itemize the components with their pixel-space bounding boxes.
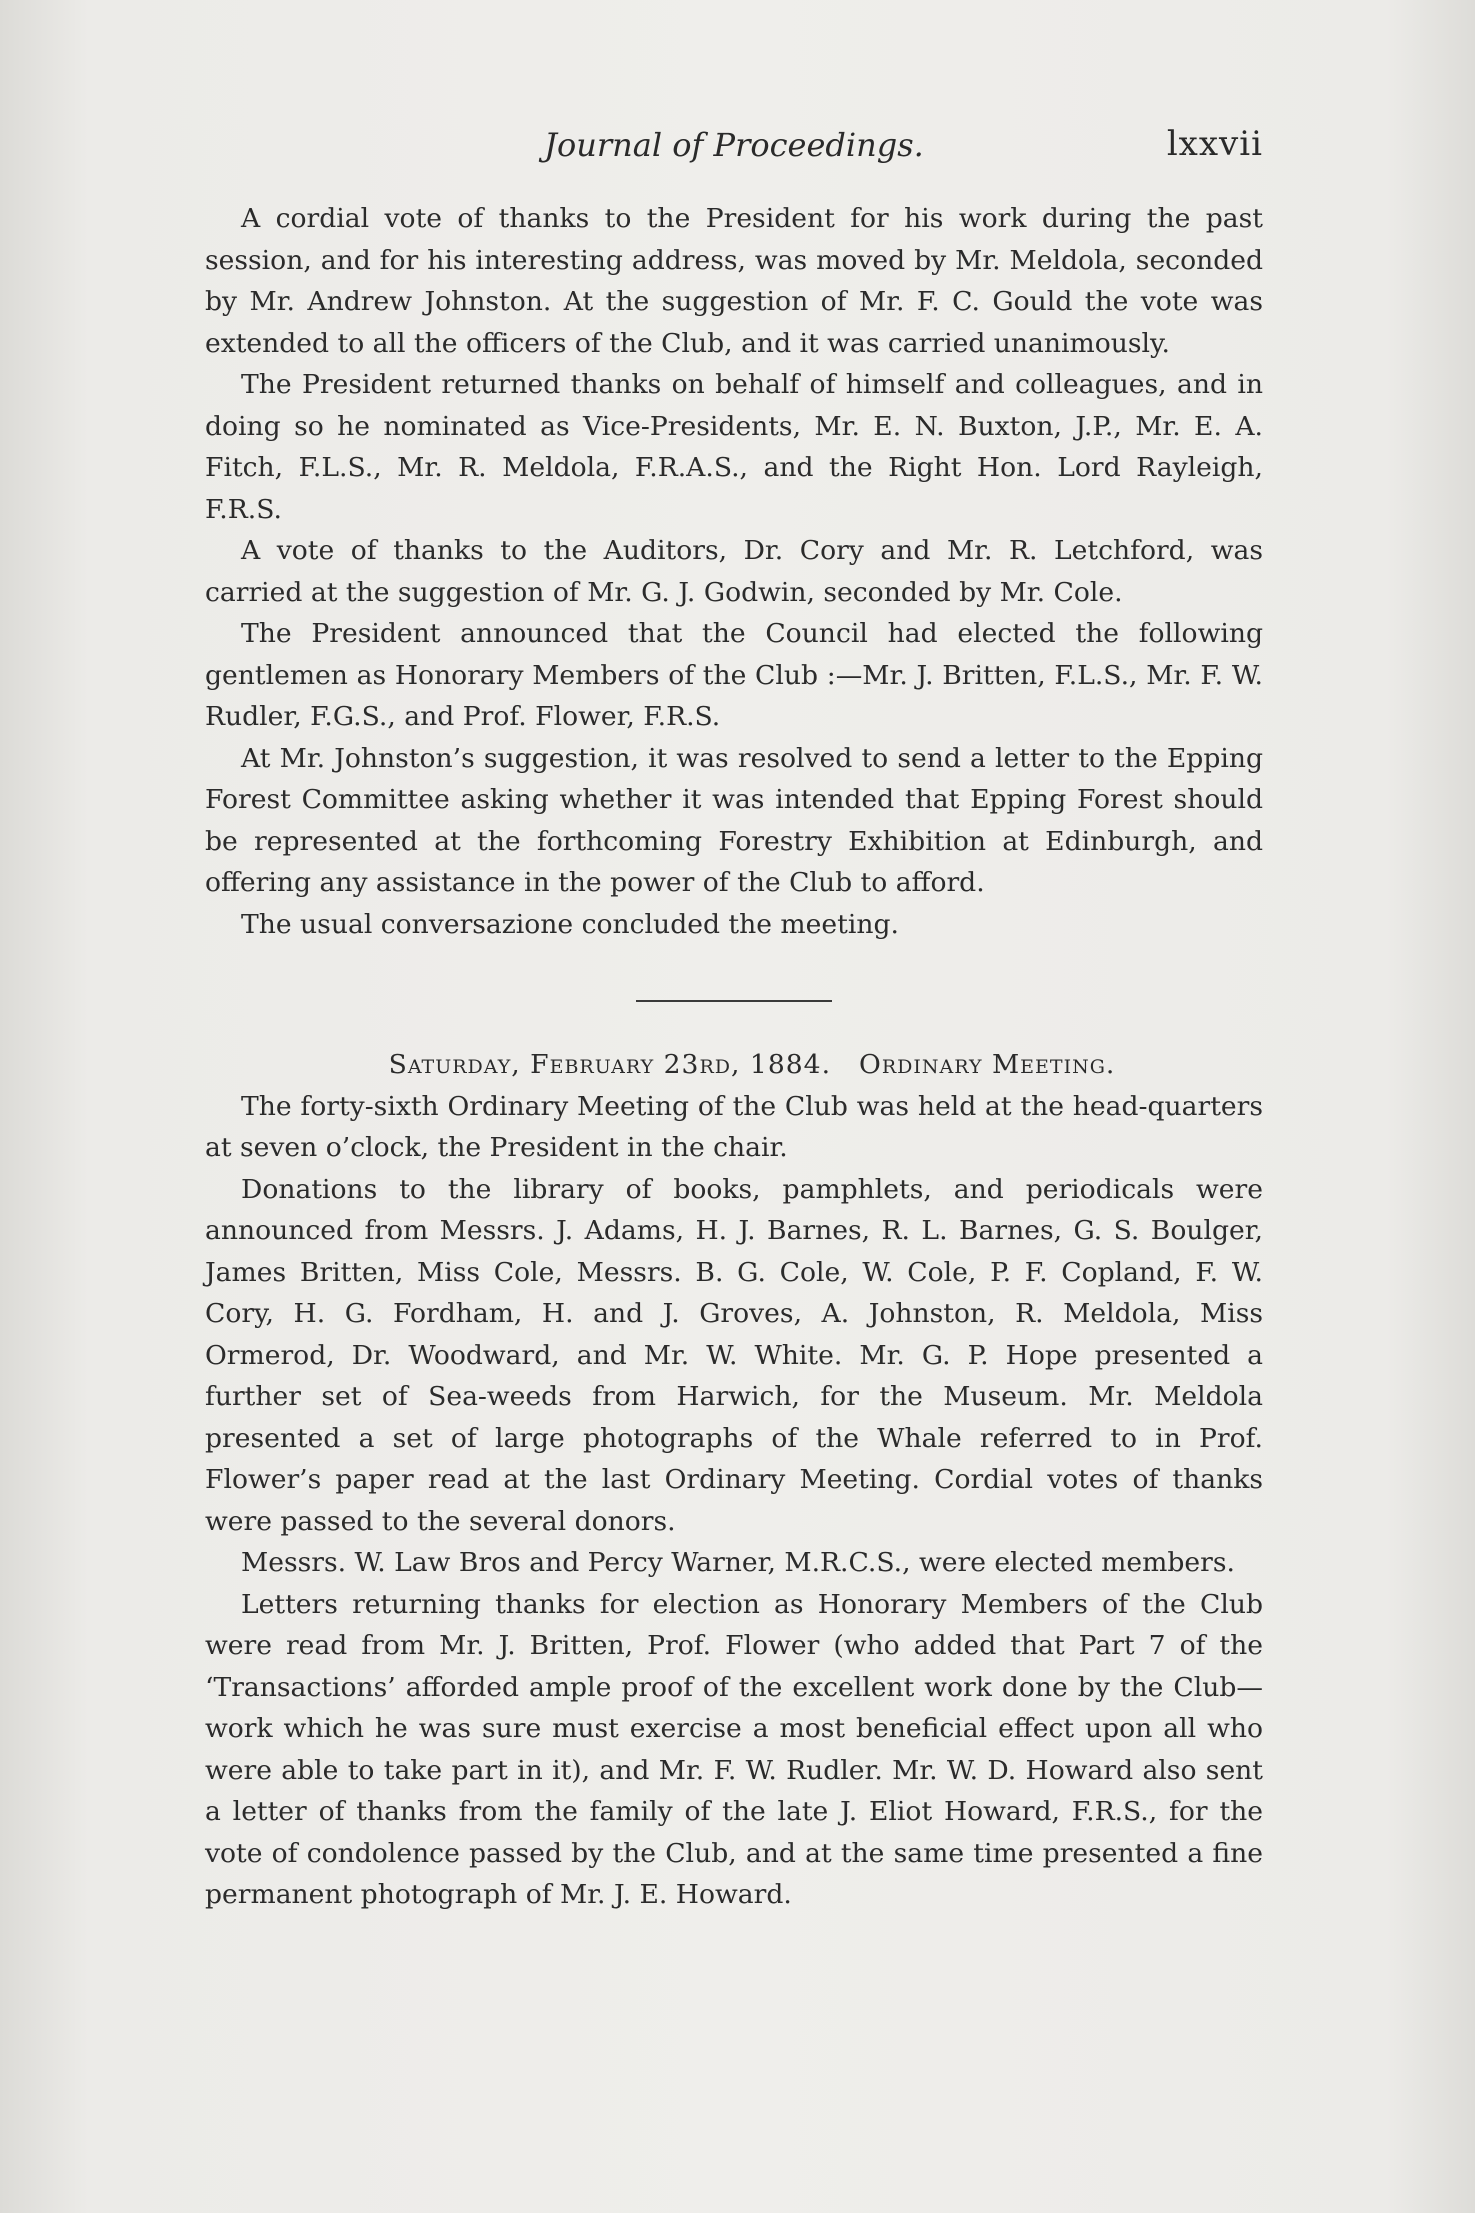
paragraph: A cordial vote of thanks to the President for his work during the past session, and for his interesting address, was moved by Mr. Meldola, seconded by Mr. Andrew Johnston. At the suggestion of Mr. F. C. Gould the vote was extended to all the officers of the Club, and it was carried unanimously.	[205, 203, 1263, 359]
paragraph: Letters returning thanks for election as Honorary Members of the Club were read from Mr. J. Britten, Prof. Flower (who added that Part 7 of the ‘Transactions’ afforded ample proof of the excellent work done by the Club—work which he was sure must exercise a most beneficial effect upon all who were able to take part in it), and Mr. F. W. Rudler. Mr. W. D. Howard also sent a letter of thanks from the family of the late J. Eliot Howard, F.R.S., for the vote of condolence passed by the Club, and at the same time presented a fine permanent photograph of Mr. J. E. Howard.	[205, 1588, 1263, 1910]
page-header	[205, 120, 1263, 170]
paragraph: Donations to the library of books, pamphlets, and periodicals were announced from Messrs. J. Adams, H. J. Barnes, R. L. Barnes, G. S. Boulger, James Britten, Miss Cole, Messrs. B. G. Cole, W. Cole, P. F. Copland, F. W. Cory, H. G. Fordham, H. and J. Groves, A. Johnston, R. Meldola, Miss Ormerod, Dr. Woodward, and Mr. W. White. Mr. G. P. Hope presented a further set of Sea-weeds from Harwich, for the Museum. Mr. Meldola presented a set of large photographs of the Whale referred to in Prof. Flower’s paper read at the last Ordinary Meeting. Cordial votes of thanks were passed to the several donors.	[205, 1173, 1263, 1537]
page-number: lxxvii	[1166, 124, 1263, 164]
meeting-type: Ordinary Meeting.	[859, 1049, 1116, 1080]
paragraph: The President returned thanks on behalf of himself and colleagues, and in doing so he nominated as Vice-Presidents, Mr. E. N. Buxton, J.P., Mr. E. A. Fitch, F.L.S., Mr. R. Meldola, F.R.A.S., and the Right Hon. Lord Rayleigh, F.R.S.	[205, 369, 1263, 525]
paragraph: Messrs. W. Law Bros and Percy Warner, M.R.C.S., were elected members.	[241, 1547, 1235, 1578]
meeting-date: Saturday, February 23rd, 1884.	[388, 1049, 832, 1080]
paragraph: The President announced that the Council had elected the following gentlemen as Honorary Members of the Club :—Mr. J. Britten, F.L.S., Mr. F. W. Rudler, F.G.S., and Prof. Flower, F.R.S.	[205, 618, 1263, 732]
paragraph: The forty-sixth Ordinary Meeting of the Club was held at the head-quarters at seven o’clock, the President in the chair.	[205, 1090, 1263, 1163]
running-title: Journal of Proceedings.	[544, 126, 924, 164]
paragraph: At Mr. Johnston’s suggestion, it was resolved to send a letter to the Epping Forest Committee asking whether it was intended that Epping Forest should be represented at the forthcoming Forestry Exhibition at Edinburgh, and offering any assistance in the power of the Club to afford.	[205, 742, 1263, 898]
paragraph: The usual conversazione concluded the meeting.	[241, 908, 899, 940]
section-divider-rule	[636, 1000, 832, 1002]
section-heading	[205, 1044, 1263, 1086]
paragraph: A vote of thanks to the Auditors, Dr. Cory and Mr. R. Letchford, was carried at the suggestion of Mr. G. J. Godwin, seconded by Mr. Cole.	[205, 535, 1263, 608]
body-text	[205, 198, 1263, 1916]
